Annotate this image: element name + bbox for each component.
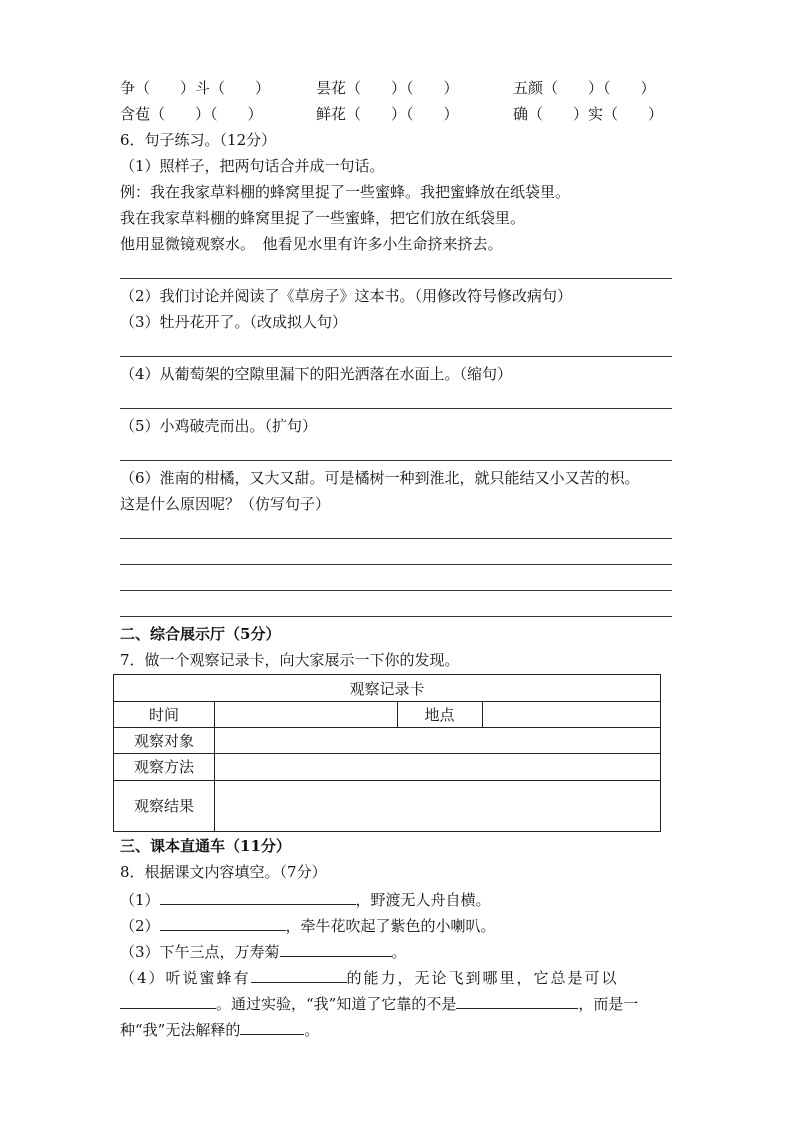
label-place: 地点	[424, 705, 455, 724]
label-result: 观察结果	[133, 797, 194, 815]
section-heading: 三、课本直通车（11分）	[120, 837, 291, 855]
item-text: ，牵牛花吹起了紫色的小喇叭。	[285, 917, 496, 935]
item-text: 的能力，无论飞到哪里，它总是可以	[346, 969, 619, 987]
q6-s5: （5）小鸡破壳而出。（扩句）	[120, 417, 318, 435]
answer-line[interactable]	[120, 408, 672, 409]
label-time: 时间	[148, 705, 179, 724]
fill-blank[interactable]	[251, 966, 347, 983]
object-field[interactable]	[214, 727, 660, 753]
q6-s3: （3）牡丹花开了。（改成拟人句）	[120, 313, 348, 331]
fill-item-2	[120, 914, 496, 936]
item-text: 。通过实验，“我”知道了它靠的不是	[216, 995, 457, 1013]
q6-s1-example: 例：我在我家草料棚的蜂窝里捉了一些蜜蜂。我把蜜蜂放在纸袋里。	[120, 183, 571, 201]
answer-line[interactable]	[120, 356, 672, 357]
item-text: （4）听说蜜蜂有	[120, 969, 251, 987]
q6-s6-cont: 这是什么原因呢？（仿写句子）	[120, 495, 331, 513]
fill-blank[interactable]	[456, 992, 578, 1009]
item-number: （1）	[120, 891, 160, 909]
fill-item-4-cont	[120, 1018, 319, 1040]
fill-item-1	[120, 888, 491, 910]
time-field[interactable]	[214, 701, 397, 727]
answer-line[interactable]	[120, 278, 672, 279]
fill-blank[interactable]	[280, 940, 392, 957]
place-field[interactable]	[482, 701, 660, 727]
item-text: （3）下午三点，万寿菊	[120, 943, 280, 961]
card-title: 观察记录卡	[349, 679, 425, 698]
item-text: 。	[391, 943, 407, 961]
q6-s4: （4）从葡萄架的空隙里漏下的阳光洒落在水面上。（缩句）	[120, 365, 513, 383]
q5-pair: 争（ ）斗（ ）	[120, 79, 271, 97]
q8-prompt: 8．根据课文内容填空。（7分）	[120, 863, 327, 881]
q7-prompt: 7．做一个观察记录卡，向大家展示一下你的发现。	[120, 651, 460, 669]
answer-line[interactable]	[120, 590, 672, 591]
q5-pair: 确（ ）实（ ）	[513, 105, 664, 123]
answer-line[interactable]	[120, 538, 672, 539]
result-field[interactable]	[214, 780, 660, 831]
q6-s1-example-answer: 我在我家草料棚的蜂窝里捉了一些蜜蜂，把它们放在纸袋里。	[120, 209, 526, 227]
fill-item-4	[120, 966, 619, 988]
observation-card-table	[113, 674, 661, 832]
q5-pair: 昙花（ ）（ ）	[316, 79, 459, 97]
fill-blank[interactable]	[240, 1018, 304, 1035]
fill-item-4-cont	[120, 992, 638, 1014]
q5-pair: 含苞（ ）（ ）	[120, 105, 263, 123]
fill-item-3	[120, 940, 407, 962]
item-text: ，野渡无人舟自横。	[355, 891, 491, 909]
item-number: （2）	[120, 917, 160, 935]
q6-title: 6．句子练习。（12分）	[120, 131, 277, 149]
item-text: 种“我”无法解释的	[120, 1021, 241, 1039]
fill-blank[interactable]	[160, 888, 356, 905]
answer-line[interactable]	[120, 460, 672, 461]
fill-blank[interactable]	[120, 992, 216, 1009]
item-text: 。	[304, 1021, 320, 1039]
answer-line[interactable]	[120, 616, 672, 617]
answer-line[interactable]	[120, 564, 672, 565]
q6-s1-prompt: （1）照样子，把两句话合并成一句话。	[120, 157, 385, 175]
method-field[interactable]	[214, 753, 660, 780]
fill-blank[interactable]	[160, 914, 286, 931]
section-heading: 二、综合展示厅（5分）	[120, 625, 281, 643]
label-method: 观察方法	[133, 758, 194, 776]
q6-s6: （6）淮南的柑橘，又大又甜。可是橘树一种到淮北，就只能结又小又苦的枳。	[120, 469, 640, 487]
label-object: 观察对象	[133, 731, 194, 750]
q6-s1-task: 他用显微镜观察水。 他看见水里有许多小生命挤来挤去。	[120, 235, 503, 253]
q5-pair: 鲜花（ ）（ ）	[316, 105, 459, 123]
q6-s2: （2）我们讨论并阅读了《草房子》这本书。（用修改符号修改病句）	[120, 287, 573, 305]
item-text: ，而是一	[578, 995, 639, 1013]
q5-pair: 五颜（ ）（ ）	[513, 79, 656, 97]
